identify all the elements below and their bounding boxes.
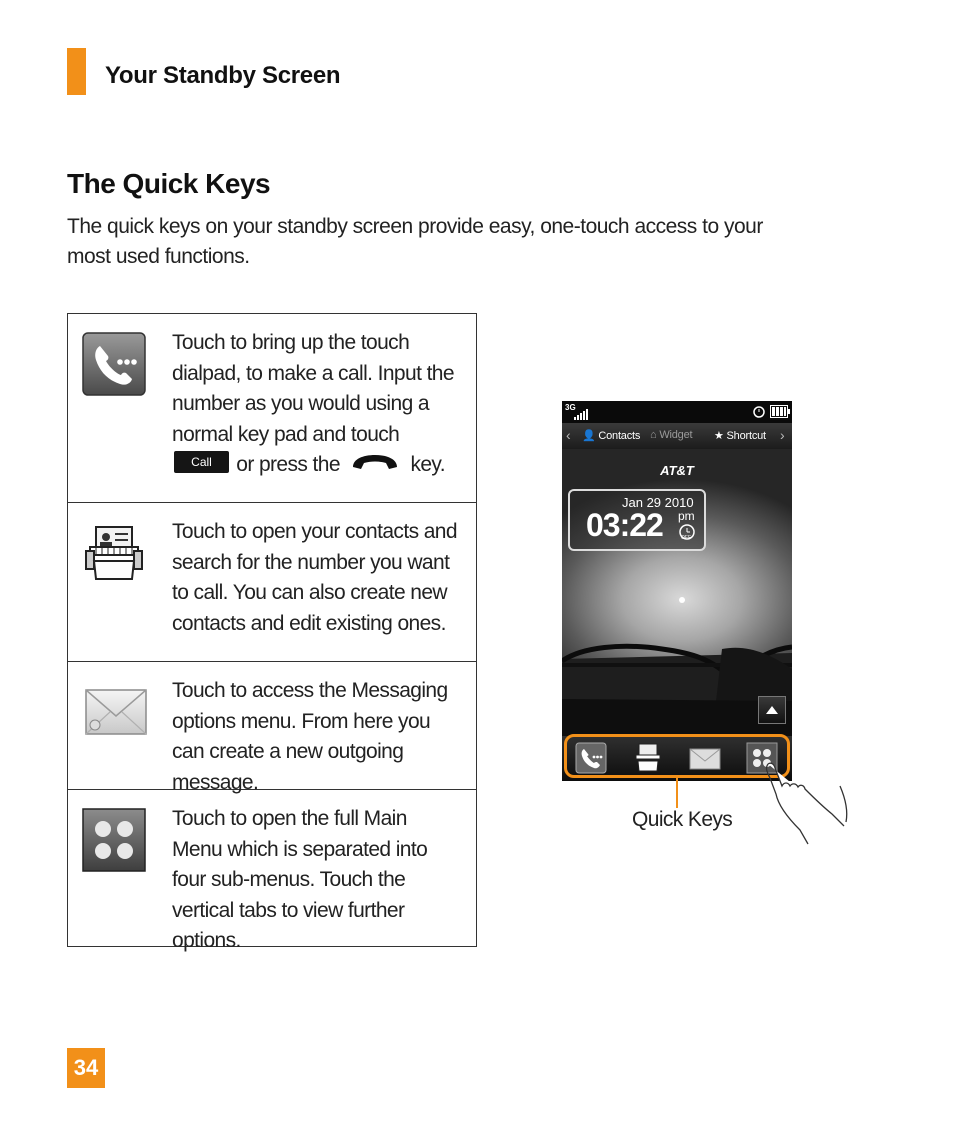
tab-contacts[interactable]: 👤 Contacts [582, 430, 641, 442]
clock-widget[interactable] [568, 489, 706, 551]
alarm-status-icon [752, 405, 766, 419]
quick-keys-table [67, 313, 477, 952]
tab-widget[interactable]: ⌂ Widget [650, 429, 693, 441]
quick-key-description: Touch to access the Messaging options menu. From here you can create a new outgoing message. [172, 679, 448, 794]
dialpad-text-end: key. [410, 453, 445, 476]
quick-key-row-main-menu [68, 790, 476, 952]
quick-key-description: Touch to open your contacts and search for the number you want to call. You can also create new contacts and edit existing ones. [172, 520, 457, 635]
page-number: 34 [67, 1048, 105, 1088]
tab-shortcut-label: Shortcut [726, 430, 766, 442]
signal-icon [574, 408, 590, 420]
send-key-handset-icon [351, 453, 399, 471]
carrier-logo: AT&T [660, 463, 694, 478]
tab-shortcut[interactable]: ★ Shortcut [714, 430, 766, 442]
main-menu-grid-icon [82, 808, 146, 872]
quick-key-row-contacts [68, 503, 476, 662]
clock-ampm: pm [678, 509, 695, 523]
quick-key-row-messaging [68, 662, 476, 794]
standby-tabs [562, 423, 792, 450]
section-title: Your Standby Screen [105, 62, 341, 89]
envelope-icon [80, 680, 152, 744]
call-button-chip: Call [174, 451, 229, 473]
quick-key-description [172, 328, 462, 481]
phone-dialpad-icon [82, 332, 146, 396]
page-heading: The Quick Keys [67, 168, 271, 199]
alarm-off-label: OFF [681, 535, 691, 541]
tab-widget-label: Widget [659, 429, 693, 441]
sun-glow [679, 597, 685, 603]
phone-standby-screenshot [562, 401, 792, 781]
status-bar [562, 401, 792, 423]
tab-contacts-label: Contacts [598, 430, 641, 442]
alarm-off-icon [678, 523, 696, 541]
tab-left-arrow-icon[interactable]: ‹ [566, 427, 571, 443]
network-indicator: 3G [565, 403, 576, 412]
contacts-rolodex-icon [82, 521, 146, 585]
dialpad-text-middle: or press the [236, 453, 340, 476]
quick-keys-highlight [564, 734, 790, 778]
quick-key-row-dialpad [68, 314, 476, 503]
triangle-up-icon [759, 697, 785, 723]
scroll-up-button[interactable] [758, 696, 786, 724]
battery-icon [770, 405, 790, 418]
section-marker [67, 48, 86, 95]
quick-keys-label: Quick Keys [632, 808, 733, 831]
wallpaper [562, 449, 792, 736]
tab-right-arrow-icon[interactable]: › [780, 427, 785, 443]
quick-key-description: Touch to open the full Main Menu which is separated into four sub-menus. Touch the vertical tabs to view further options. [172, 807, 428, 952]
dialpad-text-start: Touch to bring up the touch dialpad, to make a call. Input the number as you would using a normal key pad and touch [172, 331, 454, 446]
clock-date: Jan 29 2010 [622, 495, 694, 510]
callout-line [676, 778, 678, 808]
intro-paragraph: The quick keys on your standby screen provide easy, one-touch access to your most used functions. [67, 215, 763, 268]
clock-time: 03:22 [586, 507, 663, 543]
pointing-hand-icon [762, 760, 852, 850]
